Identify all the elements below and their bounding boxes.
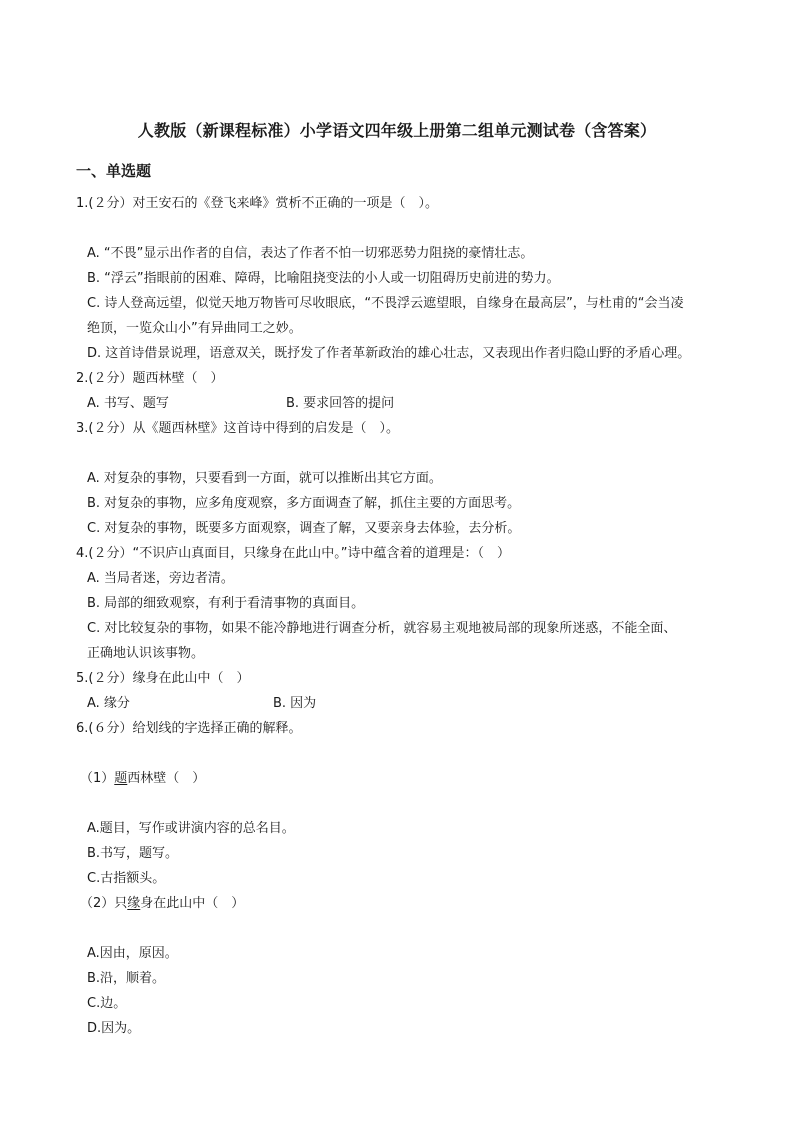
q4-option-a: A. 当局者迷，旁边者清。 xyxy=(87,571,234,586)
q6-part-2-option-c: C.边。 xyxy=(87,996,127,1011)
q4-option-c-continued: 正确地认识该事物。 xyxy=(87,646,205,661)
q6-part-1-stem xyxy=(80,770,205,788)
q5-options xyxy=(87,695,507,713)
q5-option-b: B. 因为 xyxy=(273,696,317,711)
question-5-stem: 5.(２分）缘身在此山中（ ） xyxy=(76,671,250,686)
q6-part-1-option-c: C.古指额头。 xyxy=(87,871,166,886)
q6-part-2-option-b: B.沿，顺着。 xyxy=(87,971,166,986)
q6-part-1-option-a: A.题目，写作或讲演内容的总名目。 xyxy=(87,821,295,836)
q6-part-2-underlined-char: 缘 xyxy=(127,896,141,911)
question-6-stem: 6.(６分）给划线的字选择正确的解释。 xyxy=(76,721,302,736)
q1-option-b: B. “浮云”指眼前的困难、障碍，比喻阻挠变法的小人或一切阻碍历史前进的势力。 xyxy=(87,271,560,286)
q1-option-c: C. 诗人登高远望，似觉天地万物皆可尽收眼底，“不畏浮云遮望眼，自缘身在最高层”，与杜甫的“会当凌 xyxy=(87,296,684,311)
q2-option-a: A. 书写、题写 xyxy=(87,396,169,411)
question-1-stem: 1.(２分）对王安石的《登飞来峰》赏析不正确的一项是（ ）。 xyxy=(76,196,438,211)
q1-option-c-continued: 绝顶，一览众山小”有异曲同工之妙。 xyxy=(87,321,302,336)
q3-option-c: C. 对复杂的事物，既要多方面观察，调查了解，又要亲身去体验，去分析。 xyxy=(87,521,521,536)
q1-option-a: A. “不畏”显示出作者的自信，表达了作者不怕一切邪恶势力阻挠的豪情壮志。 xyxy=(87,246,534,261)
q5-option-a: A. 缘分 xyxy=(87,696,130,711)
q6-part-1-option-b: B.书写，题写。 xyxy=(87,846,179,861)
q6-part-1-underlined-char: 题 xyxy=(114,771,128,786)
q4-option-b: B. 局部的细致观察，有利于看清事物的真面目。 xyxy=(87,596,365,611)
q6-part-1-text: 西林壁（ ） xyxy=(127,771,206,786)
q6-part-2-stem xyxy=(80,895,244,913)
q6-part-2-option-d: D.因为。 xyxy=(87,1021,141,1036)
question-3-stem: 3.(２分）从《题西林壁》这首诗中得到的启发是（ ）。 xyxy=(76,421,399,436)
question-4-stem: 4.(２分）“不识庐山真面目，只缘身在此山中。”诗中蕴含着的道理是：（ ） xyxy=(76,546,510,561)
q1-option-d: D. 这首诗借景说理，语意双关，既抒发了作者革新政治的雄心壮志，又表现出作者归隐山野的矛盾心理。 xyxy=(87,346,691,361)
q6-part-2-number: （2）只 xyxy=(80,896,128,911)
q2-option-b: B. 要求回答的提问 xyxy=(286,396,395,411)
question-2-stem: 2.(２分）题西林壁（ ） xyxy=(76,371,224,386)
q6-part-2-text: 身在此山中（ ） xyxy=(140,896,245,911)
section-heading: 一、单选题 xyxy=(76,162,152,180)
q6-part-1-number: （1） xyxy=(80,771,115,786)
q6-part-2-option-a: A.因由，原因。 xyxy=(87,946,178,961)
q2-options xyxy=(87,395,507,413)
q3-option-a: A. 对复杂的事物，只要看到一方面，就可以推断出其它方面。 xyxy=(87,471,442,486)
q3-option-b: B. 对复杂的事物，应多角度观察，多方面调查了解，抓住主要的方面思考。 xyxy=(87,496,521,511)
page-title: 人教版（新课程标准）小学语文四年级上册第二组单元测试卷（含答案） xyxy=(137,121,657,140)
q4-option-c: C. 对比较复杂的事物，如果不能冷静地进行调查分析，就容易主观地被局部的现象所迷惑，不能全面、 xyxy=(87,621,677,636)
